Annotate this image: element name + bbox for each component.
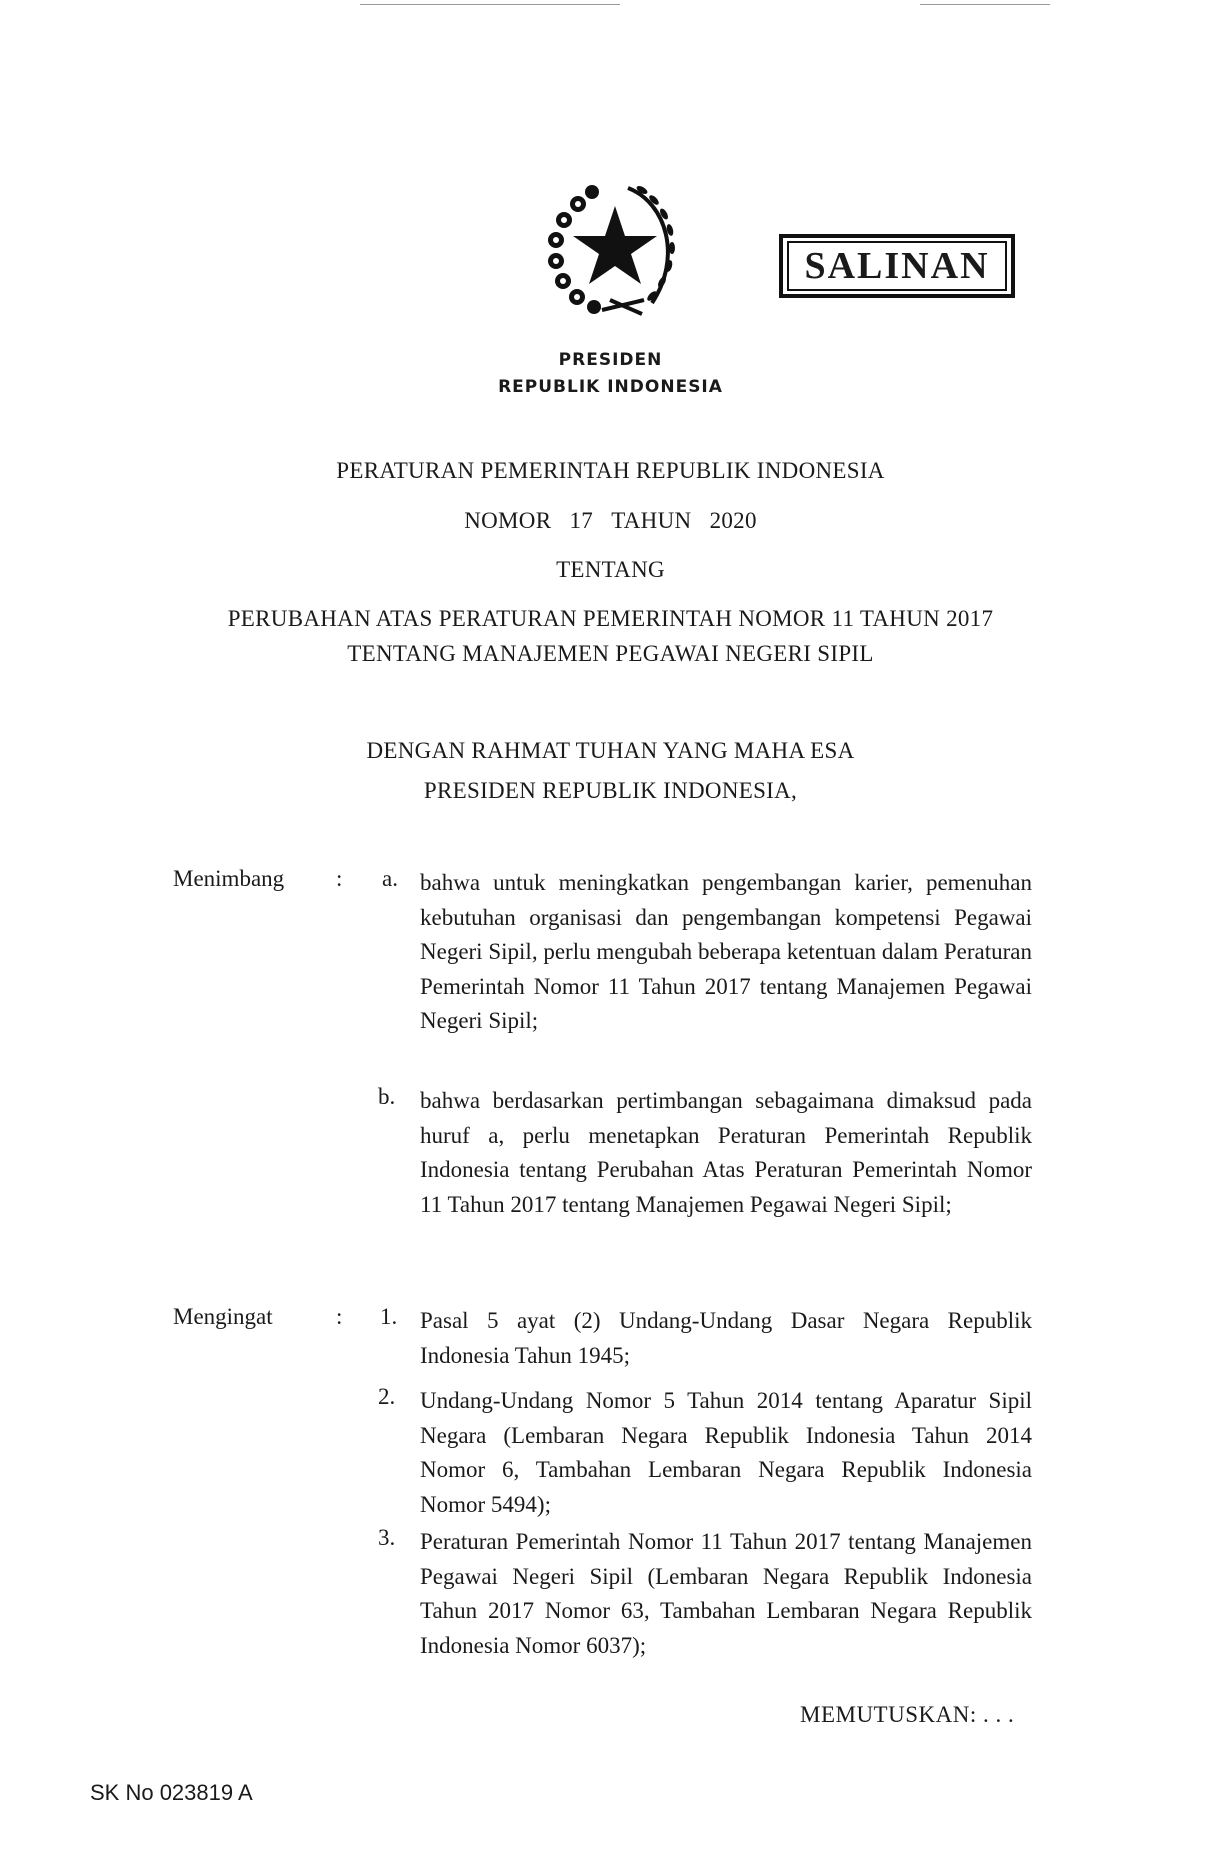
header-republik-indonesia: REPUBLIK INDONESIA xyxy=(498,377,723,397)
mengingat-item-2-marker: 2. xyxy=(378,1384,396,1409)
header-presiden: PRESIDEN xyxy=(558,350,663,370)
mengingat-item-3-text: Peraturan Pemerintah Nomor 11 Tahun 2017 tentang Manajemen Pegawai Negeri Sipil (Lembaran Negara Republik Indonesia Tahun 2017 Nomor 63, Tambahan Lembaran Negara Republik Indonesia Nomor 6037); xyxy=(420,1529,1032,1658)
nomor-label: NOMOR xyxy=(464,508,552,533)
mengingat-label: Mengingat xyxy=(173,1304,273,1329)
subject-line-1: PERUBAHAN ATAS PERATURAN PEMERINTAH NOMOR 11 TAHUN 2017 xyxy=(227,606,994,631)
menimbang-colon: : xyxy=(336,866,343,891)
salinan-stamp xyxy=(779,234,1015,298)
stamp-text: SALINAN xyxy=(787,241,1007,291)
menimbang-label: Menimbang xyxy=(173,866,285,891)
mengingat-item-3-marker: 3. xyxy=(378,1525,396,1550)
subject-line-2: TENTANG MANAJEMEN PEGAWAI NEGERI SIPIL xyxy=(347,641,874,666)
regulation-title: PERATURAN PEMERINTAH REPUBLIK INDONESIA xyxy=(336,458,885,483)
presidential-emblem-icon xyxy=(532,168,692,328)
mengingat-colon: : xyxy=(336,1304,343,1329)
regulation-number-line xyxy=(0,508,1221,534)
menimbang-item-a-marker: a. xyxy=(382,866,398,891)
mengingat-item-1-text: Pasal 5 ayat (2) Undang-Undang Dasar Negara Republik Indonesia Tahun 1945; xyxy=(420,1308,1032,1368)
menimbang-item-b-text: bahwa berdasarkan pertimbangan sebagaimana dimaksud pada huruf a, perlu menetapkan Peraturan Pemerintah Republik Indonesia tentang Perubahan Atas Peraturan Pemerintah Nomor 11 Tahun 2017 tentang Manajemen Pegawai Negeri Sipil; xyxy=(420,1088,1032,1217)
tahun-label: TAHUN xyxy=(611,508,692,533)
nomor-value: 17 xyxy=(569,508,594,533)
menimbang-item-b-marker: b. xyxy=(378,1084,396,1109)
scan-artifact xyxy=(920,4,1050,5)
scan-artifact xyxy=(360,4,620,5)
menimbang-item-a-text: bahwa untuk meningkatkan pengembangan karier, pemenuhan kebutuhan organisasi dan pengembangan kompetensi Pegawai Negeri Sipil, perlu mengubah beberapa ketentuan dalam Peraturan Pemerintah Nomor 11 Tahun 2017 tentang Manajemen Pegawai Negeri Sipil; xyxy=(420,870,1032,1033)
mengingat-item-1-marker: 1. xyxy=(380,1304,398,1329)
presiden-line: PRESIDEN REPUBLIK INDONESIA, xyxy=(423,778,798,803)
continuation-marker: MEMUTUSKAN: . . . xyxy=(800,1702,1015,1727)
sk-number: SK No 023819 A xyxy=(90,1780,253,1805)
rahmat-line: DENGAN RAHMAT TUHAN YANG MAHA ESA xyxy=(366,738,855,763)
mengingat-item-2-text: Undang-Undang Nomor 5 Tahun 2014 tentang Aparatur Sipil Negara (Lembaran Negara Republik Indonesia Tahun 2014 Nomor 6, Tambahan Lembaran Negara Republik Indonesia Nomor 5494); xyxy=(420,1388,1032,1517)
tentang-heading: TENTANG xyxy=(556,557,665,582)
tahun-value: 2020 xyxy=(709,508,757,533)
